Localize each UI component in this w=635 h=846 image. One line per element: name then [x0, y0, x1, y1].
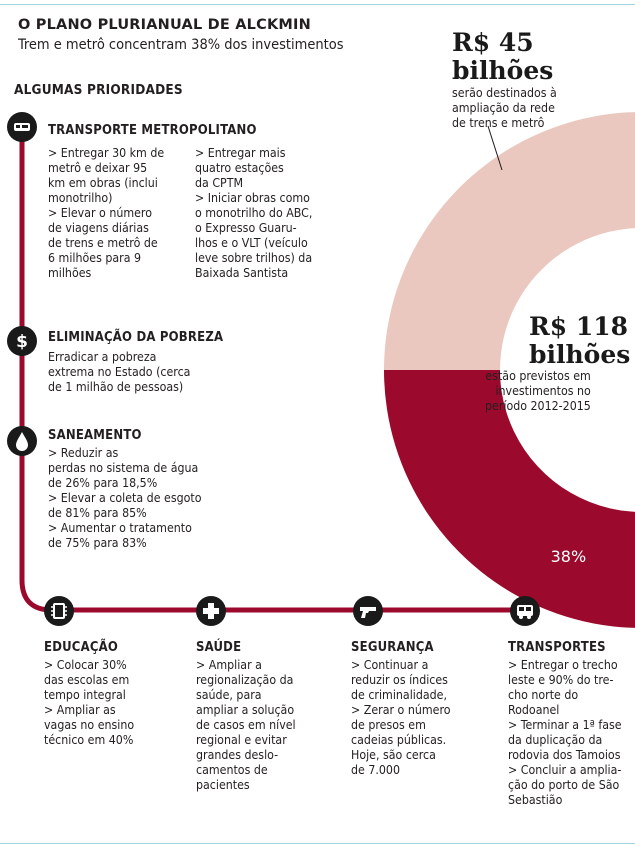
saude-heading: SAÚDE [196, 640, 242, 655]
water-drop-icon [7, 426, 37, 456]
callout-center-amount: R$ 118 [529, 312, 629, 341]
pobreza-heading: ELIMINAÇÃO DA POBREZA [48, 330, 224, 345]
seguranca-text: > Continuar a reduzir os índices de criminalidade, > Zerar o número de presos em cadeias públicas. Hoje, são cerca de 7.000 [351, 658, 451, 777]
pobreza-text: Erradicar a pobreza extrema no Estado (cerca de 1 milhão de pessoas) [48, 350, 191, 394]
seguranca-heading: SEGURANÇA [351, 640, 434, 655]
saneamento-heading: SANEAMENTO [48, 428, 142, 443]
bus-icon [510, 596, 540, 626]
educacao-text: > Colocar 30% das escolas em tempo integral > Ampliar as vagas no ensino técnico em 40% [44, 658, 135, 747]
callout-top-text: serão destinados à ampliação da rede de trens e metrô [452, 86, 557, 130]
page-title: O PLANO PLURIANUAL DE ALCKMIN [18, 17, 311, 33]
callout-center-unit: bilhões [529, 340, 631, 369]
section-label: ALGUMAS PRIORIDADES [14, 82, 183, 98]
educacao-heading: EDUCAÇÃO [44, 640, 119, 655]
gun-icon [353, 596, 383, 626]
transporte-metro-heading: TRANSPORTE METROPOLITANO [48, 123, 257, 138]
transportes-heading: TRANSPORTES [508, 640, 606, 655]
callout-top-unit: bilhões [452, 56, 554, 85]
donut-slice-label-0: 38% [550, 546, 587, 566]
transporte-metro-text-col1: > Entregar 30 km de metrô e deixar 95 km em obras (inclui monotrilho) > Elevar o número de viagens diárias de trens e metrô de 6 milhões para 9 milhões [48, 146, 165, 280]
chip-icon [44, 596, 74, 626]
page-subtitle: Trem e metrô concentram 38% dos investimentos [18, 37, 344, 53]
callout-center-text: estão previstos em investimentos no período 2012-2015 [485, 369, 591, 413]
saneamento-text: > Reduzir as perdas no sistema de água de 26% para 18,5% > Elevar a coleta de esgoto de 81% para 85% > Aumentar o tratamento de 75% para 83% [48, 446, 202, 550]
cross-icon [196, 596, 226, 626]
dollar-icon [7, 326, 37, 356]
transporte-metro-text-col2: > Entregar mais quatro estações da CPTM > Iniciar obras como o monotrilho do ABC, o Expresso Guaru- lhos e o VLT (veículo leve sobre trilhos) da Baixada Santista [195, 146, 313, 280]
saude-text: > Ampliar a regionalização da saúde, para ampliar a solução de casos em nível regional e evitar grandes deslo- camentos de pacientes [196, 658, 296, 792]
callout-top-amount: R$ 45 [452, 28, 534, 57]
train-icon [7, 112, 37, 142]
svg-text:$: $ [16, 332, 28, 352]
transportes-text: > Entregar o trecho leste e 90% do tre- cho norte do Rodoanel > Terminar a 1ª fase da duplicação da rodovia dos Tamoios > Concluir a amplia- ção do porto de São Sebastião [508, 658, 622, 807]
